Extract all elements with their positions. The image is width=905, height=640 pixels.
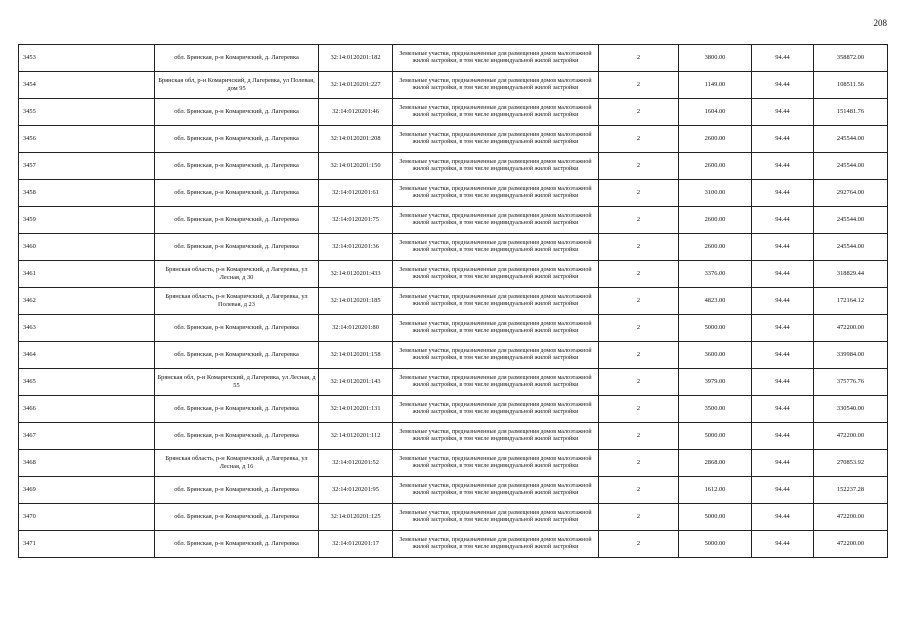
group-cell: 2 xyxy=(599,72,679,99)
table-row xyxy=(19,315,888,342)
address-cell: обл. Брянская, р-н Комаричский, д. Лагеревка xyxy=(155,423,319,450)
row-number: 3459 xyxy=(19,207,155,234)
rate-cell: 94.44 xyxy=(752,315,814,342)
table-row xyxy=(19,207,888,234)
cadastral-number-cell: 32:14:0120201:227 xyxy=(319,72,393,99)
rate-cell: 94.44 xyxy=(752,342,814,369)
row-number: 3458 xyxy=(19,180,155,207)
row-number: 3466 xyxy=(19,396,155,423)
group-cell: 2 xyxy=(599,207,679,234)
group-cell: 2 xyxy=(599,180,679,207)
address-cell: обл. Брянская, р-н Комаричский, д. Лагеревка xyxy=(155,504,319,531)
area-cell: 3500.00 xyxy=(679,396,752,423)
table-row xyxy=(19,99,888,126)
address-cell: обл. Брянская, р-н Комаричский, д. Лагеревка xyxy=(155,531,319,558)
cadastral-value-cell: 245544.00 xyxy=(814,234,888,261)
cadastral-value-cell: 292764.00 xyxy=(814,180,888,207)
cadastral-number-cell: 32:14:0120201:75 xyxy=(319,207,393,234)
area-cell: 3800.00 xyxy=(679,45,752,72)
group-cell: 2 xyxy=(599,396,679,423)
group-cell: 2 xyxy=(599,99,679,126)
rate-cell: 94.44 xyxy=(752,288,814,315)
row-number: 3470 xyxy=(19,504,155,531)
address-cell: обл. Брянская, р-н Комаричский, д. Лагеревка xyxy=(155,207,319,234)
cadastral-value-cell: 152237.28 xyxy=(814,477,888,504)
usage-type-cell: Земельные участки, предназначенные для размещения домов малоэтажной жилой застройки, в том числе индивидуальной жилой застройки xyxy=(393,396,599,423)
rate-cell: 94.44 xyxy=(752,423,814,450)
row-number: 3463 xyxy=(19,315,155,342)
cadastral-number-cell: 32:14:0120201:143 xyxy=(319,369,393,396)
row-number: 3467 xyxy=(19,423,155,450)
area-cell: 2600.00 xyxy=(679,153,752,180)
area-cell: 3376.00 xyxy=(679,261,752,288)
row-number: 3456 xyxy=(19,126,155,153)
cadastral-value-cell: 472200.00 xyxy=(814,315,888,342)
usage-type-cell: Земельные участки, предназначенные для размещения домов малоэтажной жилой застройки, в том числе индивидуальной жилой застройки xyxy=(393,315,599,342)
rate-cell: 94.44 xyxy=(752,72,814,99)
cadastral-number-cell: 32:14:0120201:131 xyxy=(319,396,393,423)
area-cell: 1149.00 xyxy=(679,72,752,99)
cadastral-number-cell: 32:14:0120201:433 xyxy=(319,261,393,288)
group-cell: 2 xyxy=(599,45,679,72)
table-row xyxy=(19,342,888,369)
rate-cell: 94.44 xyxy=(752,450,814,477)
address-cell: обл. Брянская, р-н Комаричский, д. Лагеревка xyxy=(155,45,319,72)
group-cell: 2 xyxy=(599,315,679,342)
usage-type-cell: Земельные участки, предназначенные для размещения домов малоэтажной жилой застройки, в том числе индивидуальной жилой застройки xyxy=(393,45,599,72)
area-cell: 2600.00 xyxy=(679,207,752,234)
usage-type-cell: Земельные участки, предназначенные для размещения домов малоэтажной жилой застройки, в том числе индивидуальной жилой застройки xyxy=(393,234,599,261)
area-cell: 2868.00 xyxy=(679,450,752,477)
row-number: 3453 xyxy=(19,45,155,72)
row-number: 3468 xyxy=(19,450,155,477)
usage-type-cell: Земельные участки, предназначенные для размещения домов малоэтажной жилой застройки, в том числе индивидуальной жилой застройки xyxy=(393,126,599,153)
area-cell: 1604.00 xyxy=(679,99,752,126)
address-cell: обл. Брянская, р-н Комаричский, д. Лагеревка xyxy=(155,153,319,180)
usage-type-cell: Земельные участки, предназначенные для размещения домов малоэтажной жилой застройки, в том числе индивидуальной жилой застройки xyxy=(393,369,599,396)
page-number: 208 xyxy=(873,18,887,28)
cadastral-number-cell: 32:14:0120201:208 xyxy=(319,126,393,153)
usage-type-cell: Земельные участки, предназначенные для размещения домов малоэтажной жилой застройки, в том числе индивидуальной жилой застройки xyxy=(393,477,599,504)
rate-cell: 94.44 xyxy=(752,207,814,234)
usage-type-cell: Земельные участки, предназначенные для размещения домов малоэтажной жилой застройки, в том числе индивидуальной жилой застройки xyxy=(393,180,599,207)
table-row xyxy=(19,423,888,450)
usage-type-cell: Земельные участки, предназначенные для размещения домов малоэтажной жилой застройки, в том числе индивидуальной жилой застройки xyxy=(393,99,599,126)
row-number: 3454 xyxy=(19,72,155,99)
table-row xyxy=(19,369,888,396)
usage-type-cell: Земельные участки, предназначенные для размещения домов малоэтажной жилой застройки, в том числе индивидуальной жилой застройки xyxy=(393,423,599,450)
row-number: 3460 xyxy=(19,234,155,261)
group-cell: 2 xyxy=(599,288,679,315)
usage-type-cell: Земельные участки, предназначенные для размещения домов малоэтажной жилой застройки, в том числе индивидуальной жилой застройки xyxy=(393,450,599,477)
group-cell: 2 xyxy=(599,423,679,450)
address-cell: обл. Брянская, р-н Комаричский, д. Лагеревка xyxy=(155,99,319,126)
table-row xyxy=(19,450,888,477)
table-row xyxy=(19,396,888,423)
area-cell: 4823.00 xyxy=(679,288,752,315)
cadastral-value-cell: 151481.76 xyxy=(814,99,888,126)
table-row xyxy=(19,477,888,504)
row-number: 3469 xyxy=(19,477,155,504)
usage-type-cell: Земельные участки, предназначенные для размещения домов малоэтажной жилой застройки, в том числе индивидуальной жилой застройки xyxy=(393,261,599,288)
cadastral-value-cell: 270853.92 xyxy=(814,450,888,477)
address-cell: обл. Брянская, р-н Комаричский, д. Лагеревка xyxy=(155,180,319,207)
cadastral-number-cell: 32:14:0120201:158 xyxy=(319,342,393,369)
table-row xyxy=(19,72,888,99)
table-row xyxy=(19,180,888,207)
area-cell: 3100.00 xyxy=(679,180,752,207)
area-cell: 2600.00 xyxy=(679,234,752,261)
usage-type-cell: Земельные участки, предназначенные для размещения домов малоэтажной жилой застройки, в том числе индивидуальной жилой застройки xyxy=(393,531,599,558)
cadastral-value-cell: 245544.00 xyxy=(814,207,888,234)
address-cell: обл. Брянская, р-н Комаричский, д. Лагеревка xyxy=(155,342,319,369)
rate-cell: 94.44 xyxy=(752,234,814,261)
cadastral-value-cell: 330540.00 xyxy=(814,396,888,423)
address-cell: Брянская область, р-н Комаричский, д Лагеревка, ул Лесная, д 30 xyxy=(155,261,319,288)
rate-cell: 94.44 xyxy=(752,99,814,126)
rate-cell: 94.44 xyxy=(752,153,814,180)
cadastral-number-cell: 32:14:0120201:17 xyxy=(319,531,393,558)
usage-type-cell: Земельные участки, предназначенные для размещения домов малоэтажной жилой застройки, в том числе индивидуальной жилой застройки xyxy=(393,504,599,531)
cadastral-value-cell: 108511.56 xyxy=(814,72,888,99)
usage-type-cell: Земельные участки, предназначенные для размещения домов малоэтажной жилой застройки, в том числе индивидуальной жилой застройки xyxy=(393,153,599,180)
group-cell: 2 xyxy=(599,234,679,261)
cadastral-value-cell: 472200.00 xyxy=(814,423,888,450)
table-row xyxy=(19,504,888,531)
area-cell: 2600.00 xyxy=(679,126,752,153)
usage-type-cell: Земельные участки, предназначенные для размещения домов малоэтажной жилой застройки, в том числе индивидуальной жилой застройки xyxy=(393,72,599,99)
rate-cell: 94.44 xyxy=(752,396,814,423)
cadastral-number-cell: 32:14:0120201:185 xyxy=(319,288,393,315)
group-cell: 2 xyxy=(599,342,679,369)
area-cell: 1612.00 xyxy=(679,477,752,504)
group-cell: 2 xyxy=(599,126,679,153)
area-cell: 5000.00 xyxy=(679,504,752,531)
address-cell: обл. Брянская, р-н Комаричский, д. Лагеревка xyxy=(155,234,319,261)
address-cell: обл. Брянская, р-н Комаричский, д. Лагеревка xyxy=(155,477,319,504)
area-cell: 3600.00 xyxy=(679,342,752,369)
table-body xyxy=(19,45,888,558)
area-cell: 3979.00 xyxy=(679,369,752,396)
cadastral-value-cell: 339984.00 xyxy=(814,342,888,369)
area-cell: 5000.00 xyxy=(679,423,752,450)
group-cell: 2 xyxy=(599,477,679,504)
cadastral-value-cell: 245544.00 xyxy=(814,126,888,153)
cadastral-value-cell: 172164.12 xyxy=(814,288,888,315)
cadastral-number-cell: 32:14:0120201:125 xyxy=(319,504,393,531)
row-number: 3464 xyxy=(19,342,155,369)
table-row xyxy=(19,45,888,72)
rate-cell: 94.44 xyxy=(752,531,814,558)
table-row xyxy=(19,288,888,315)
row-number: 3471 xyxy=(19,531,155,558)
table-row xyxy=(19,531,888,558)
address-cell: обл. Брянская, р-н Комаричский, д. Лагеревка xyxy=(155,396,319,423)
rate-cell: 94.44 xyxy=(752,477,814,504)
rate-cell: 94.44 xyxy=(752,45,814,72)
group-cell: 2 xyxy=(599,153,679,180)
cadastral-value-cell: 472200.00 xyxy=(814,504,888,531)
cadastral-value-cell: 318829.44 xyxy=(814,261,888,288)
group-cell: 2 xyxy=(599,504,679,531)
row-number: 3455 xyxy=(19,99,155,126)
cadastral-number-cell: 32:14:0120201:61 xyxy=(319,180,393,207)
table-row xyxy=(19,261,888,288)
rate-cell: 94.44 xyxy=(752,261,814,288)
rate-cell: 94.44 xyxy=(752,126,814,153)
row-number: 3461 xyxy=(19,261,155,288)
cadastral-number-cell: 32:14:0120201:150 xyxy=(319,153,393,180)
usage-type-cell: Земельные участки, предназначенные для размещения домов малоэтажной жилой застройки, в том числе индивидуальной жилой застройки xyxy=(393,207,599,234)
cadastral-value-cell: 375776.76 xyxy=(814,369,888,396)
cadastral-number-cell: 32:14:0120201:112 xyxy=(319,423,393,450)
group-cell: 2 xyxy=(599,261,679,288)
group-cell: 2 xyxy=(599,531,679,558)
cadastral-value-cell: 245544.00 xyxy=(814,153,888,180)
cadastral-value-cell: 472200.00 xyxy=(814,531,888,558)
rate-cell: 94.44 xyxy=(752,504,814,531)
land-registry-table xyxy=(18,44,888,558)
table-row xyxy=(19,234,888,261)
cadastral-number-cell: 32:14:0120201:182 xyxy=(319,45,393,72)
rate-cell: 94.44 xyxy=(752,369,814,396)
usage-type-cell: Земельные участки, предназначенные для размещения домов малоэтажной жилой застройки, в том числе индивидуальной жилой застройки xyxy=(393,342,599,369)
group-cell: 2 xyxy=(599,369,679,396)
cadastral-number-cell: 32:14:0120201:95 xyxy=(319,477,393,504)
area-cell: 5000.00 xyxy=(679,315,752,342)
row-number: 3465 xyxy=(19,369,155,396)
area-cell: 5000.00 xyxy=(679,531,752,558)
group-cell: 2 xyxy=(599,450,679,477)
cadastral-number-cell: 32:14:0120201:46 xyxy=(319,99,393,126)
address-cell: обл. Брянская, р-н Комаричский, д. Лагеревка xyxy=(155,315,319,342)
address-cell: Брянская обл, р-н Комаричский, д Лагеревка, ул Лесная, д 55 xyxy=(155,369,319,396)
rate-cell: 94.44 xyxy=(752,180,814,207)
address-cell: Брянская область, р-н Комаричский, д Лагеревка, ул Лесная, д 16 xyxy=(155,450,319,477)
table-row xyxy=(19,126,888,153)
usage-type-cell: Земельные участки, предназначенные для размещения домов малоэтажной жилой застройки, в том числе индивидуальной жилой застройки xyxy=(393,288,599,315)
address-cell: Брянская обл, р-н Комаричский, д Лагеревка, ул Полевая, дом 95 xyxy=(155,72,319,99)
cadastral-number-cell: 32:14:0120201:52 xyxy=(319,450,393,477)
row-number: 3462 xyxy=(19,288,155,315)
table-row xyxy=(19,153,888,180)
address-cell: обл. Брянская, р-н Комаричский, д. Лагеревка xyxy=(155,126,319,153)
cadastral-number-cell: 32:14:0120201:36 xyxy=(319,234,393,261)
address-cell: Брянская область, р-н Комаричский, д Лагеревка, ул Полевая, д 23 xyxy=(155,288,319,315)
cadastral-number-cell: 32:14:0120201:80 xyxy=(319,315,393,342)
row-number: 3457 xyxy=(19,153,155,180)
cadastral-value-cell: 358872.00 xyxy=(814,45,888,72)
